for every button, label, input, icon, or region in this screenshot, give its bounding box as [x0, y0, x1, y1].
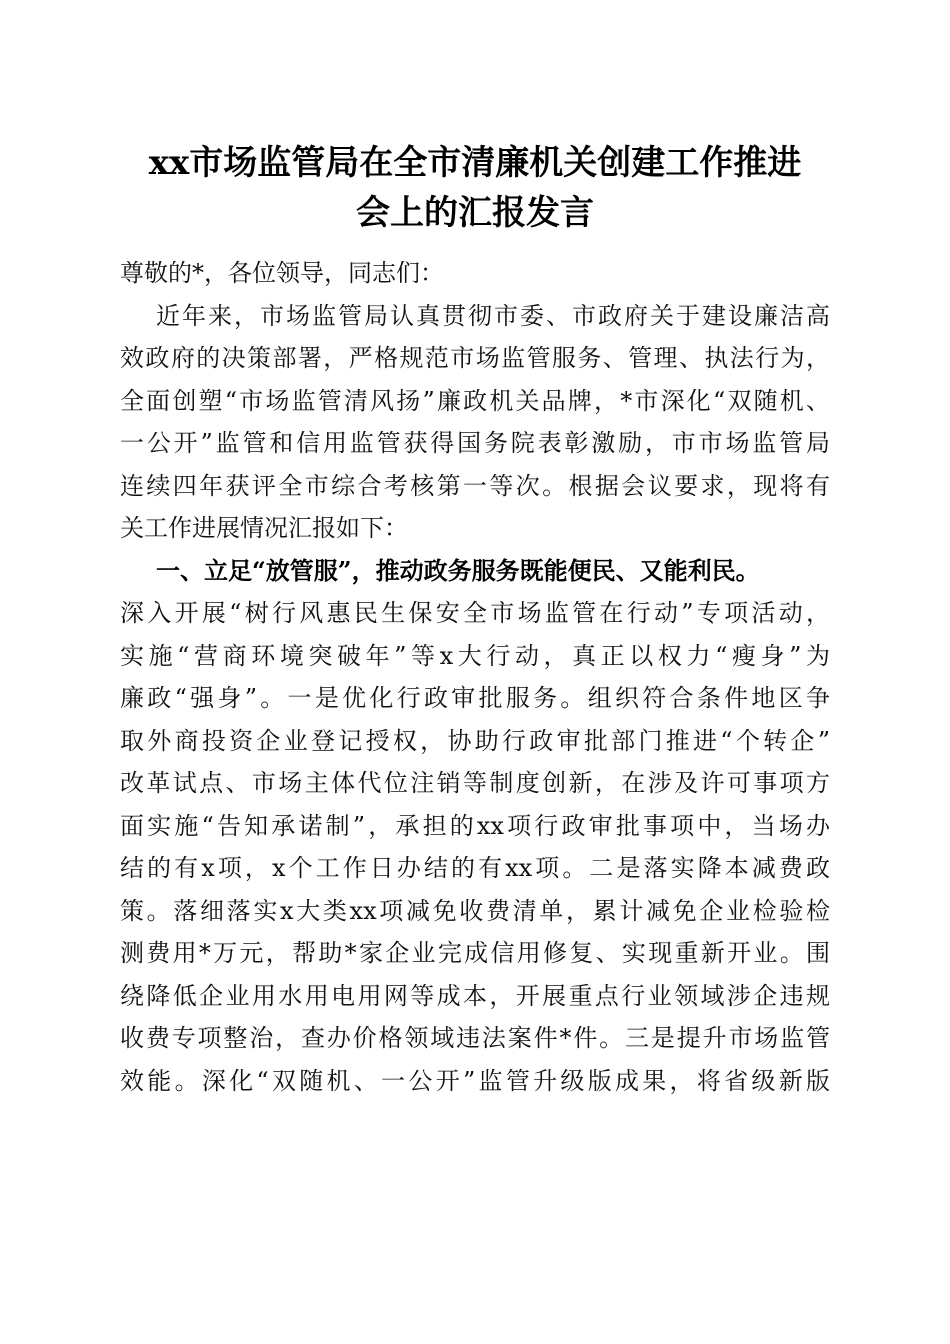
paragraph-line: 全面创塑“市场监管清风扬”廉政机关品牌，*市深化“双随机、: [120, 386, 830, 415]
paragraph-line: 效能。深化“双随机、一公开”监管升级版成果，将省级新版: [120, 1066, 830, 1095]
intro-paragraph: [120, 295, 830, 550]
title-line-1: xx市场监管局在全市清廉机关创建工作推进: [148, 143, 802, 183]
paragraph-line: 连续四年获评全市综合考核第一等次。根据会议要求，现将有: [120, 471, 830, 500]
paragraph-line: 关工作进展情况汇报如下：: [120, 514, 408, 542]
title-line-2: 会上的汇报发言: [356, 193, 594, 233]
paragraph-line: 深入开展“树行风惠民生保安全市场监管在行动”专项活动，: [120, 599, 830, 627]
paragraph-line: 取外商投资企业登记授权，协助行政审批部门推进“个转企”: [120, 726, 830, 755]
paragraph-line: 结的有x项，x个工作日办结的有xx项。二是落实降本减费政: [120, 854, 830, 882]
paragraph-line: 策。落细落实x大类xx项减免收费清单，累计减免企业检验检: [120, 896, 830, 925]
section-1-paragraph: [120, 592, 830, 1102]
paragraph-line: 实施“营商环境突破年”等x大行动，真正以权力“瘦身”为: [120, 641, 830, 670]
paragraph-line: 面实施“告知承诺制”，承担的xx项行政审批事项中，当场办: [120, 811, 830, 840]
paragraph-line: 廉政“强身”。一是优化行政审批服务。组织符合条件地区争: [120, 684, 830, 712]
paragraph-line: 改革试点、市场主体代位注销等制度创新，在涉及许可事项方: [120, 769, 830, 797]
paragraph-line: 近年来，市场监管局认真贯彻市委、市政府关于建设廉洁高: [156, 301, 830, 330]
section-heading-1: 一、立足“放管服”，推动政务服务既能便民、又能利民。: [156, 555, 760, 585]
paragraph-line: 效政府的决策部署，严格规范市场监管服务、管理、执法行为，: [120, 344, 830, 372]
paragraph-line: 一公开”监管和信用监管获得国务院表彰激励，市市场监管局: [120, 429, 830, 457]
paragraph-line: 绕降低企业用水用电用网等成本，开展重点行业领域涉企违规: [120, 981, 830, 1010]
salutation: 尊敬的*，各位领导，同志们：: [120, 259, 444, 287]
paragraph-line: 测费用*万元，帮助*家企业完成信用修复、实现重新开业。围: [120, 939, 830, 967]
document-body: [120, 252, 830, 1102]
paragraph-line: 收费专项整治，查办价格领域违法案件*件。三是提升市场监管: [120, 1024, 830, 1052]
document-title: [100, 138, 850, 238]
